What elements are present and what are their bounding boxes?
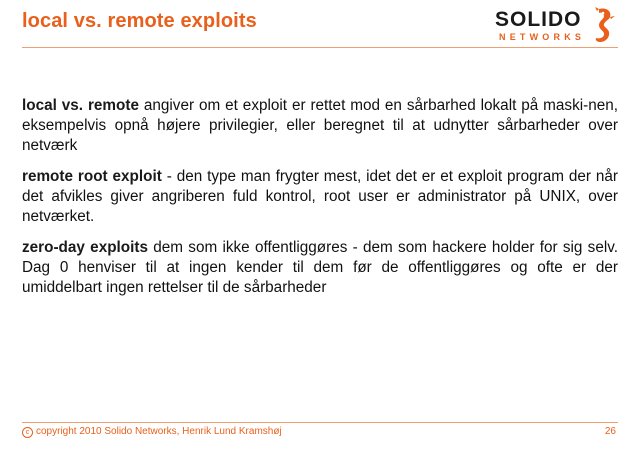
term-local-vs-remote: local vs. remote [22, 97, 139, 114]
page-number: 26 [604, 426, 616, 437]
logo-wordmark: SOLIDO [495, 8, 582, 31]
paragraph-local-vs-remote [22, 96, 618, 156]
paragraph-text: - den type man frygter mest, idet det er et exploit program der når det afvikles giver angriberen fuld kontrol, root user er administrator på UNIX, over netværket. [22, 168, 619, 225]
paragraph-remote-root-exploit [22, 167, 618, 227]
footer-divider [22, 422, 618, 423]
slide-body [22, 96, 618, 309]
logo-subtitle: NETWORKS [499, 32, 586, 42]
copyright-text: copyright 2010 Solido Networks, Henrik Lund Kramshøj [36, 426, 282, 437]
paragraph-text: angiver om et exploit er rettet mod en sårbarhed lokalt på maski-nen, eksempelvis opnå højere privilegier, eller beregnet til at udnytter sårbarheder over netværk [22, 97, 618, 154]
seahorse-icon [589, 6, 617, 46]
solido-logo [495, 6, 625, 46]
footer [22, 426, 618, 438]
paragraph-text: dem som ikke offentliggøres - dem som hackere holder for sig selv. Dag 0 henviser til at ingen kender til dem før de offentliggøres og ofte er der umiddelbart ingen rettelser til de sårbarheder [22, 239, 618, 296]
header-divider [22, 47, 618, 48]
term-zero-day-exploits: zero-day exploits [22, 239, 148, 256]
slide-title: local vs. remote exploits [22, 10, 257, 32]
paragraph-zero-day-exploits [22, 238, 618, 298]
term-remote-root-exploit: remote root exploit [22, 168, 162, 185]
copyright-icon: c [22, 427, 33, 438]
